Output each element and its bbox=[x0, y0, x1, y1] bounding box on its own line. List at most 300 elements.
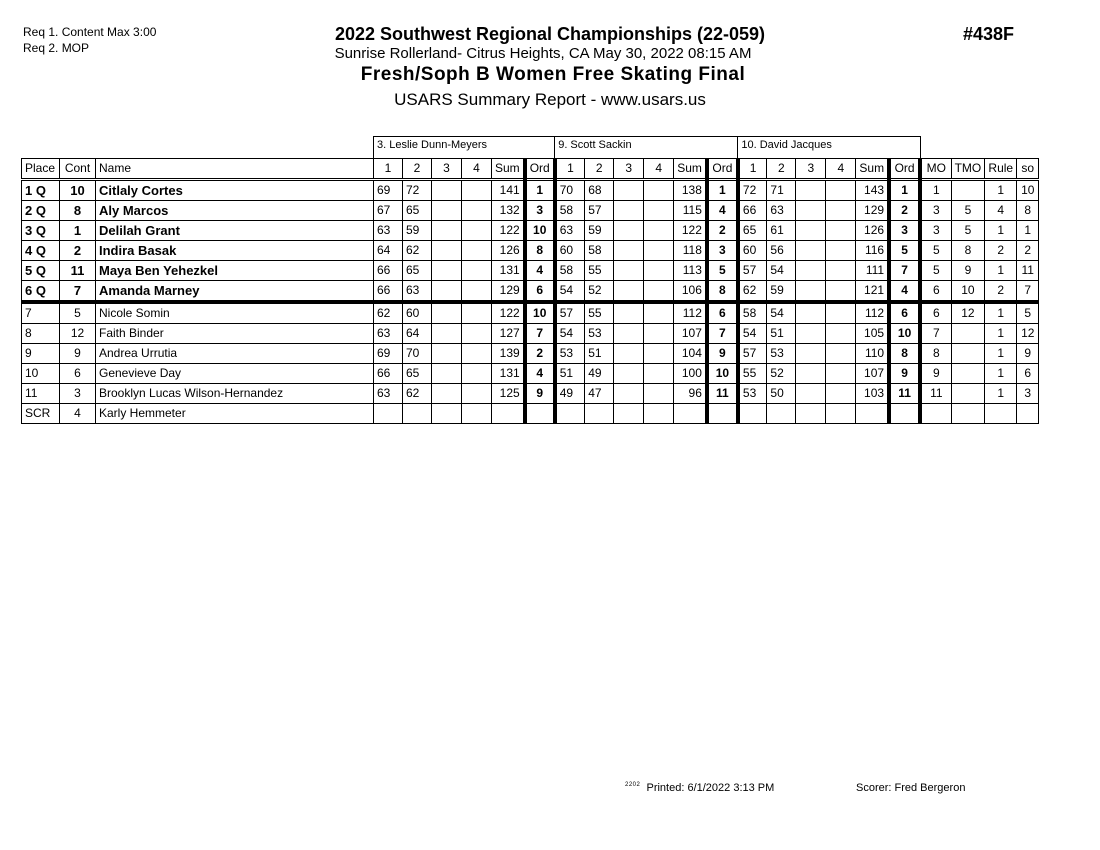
judge-3-score-2-cell bbox=[767, 404, 796, 424]
judge-2-score-3-cell bbox=[614, 344, 644, 364]
judge-2-sum-cell: 112 bbox=[674, 302, 707, 324]
judge-3-ordinal-cell bbox=[889, 404, 920, 424]
mo-cell: 5 bbox=[920, 261, 951, 281]
judge-2-score-3-cell bbox=[614, 221, 644, 241]
judge-2-score-1-cell: 57 bbox=[555, 302, 585, 324]
judge-1-sum-cell: 122 bbox=[492, 302, 525, 324]
so-cell: 2 bbox=[1017, 241, 1039, 261]
judge-3-score-4-cell bbox=[826, 261, 856, 281]
col-j2-score1: 1 bbox=[555, 159, 585, 180]
skater-name-cell: Maya Ben Yehezkel bbox=[96, 261, 374, 281]
judge-1-sum-cell: 139 bbox=[492, 344, 525, 364]
event-number: #438F bbox=[963, 24, 1015, 44]
judge-2-score-2-cell: 68 bbox=[585, 180, 614, 201]
judge-3-sum-cell: 143 bbox=[856, 180, 889, 201]
judge-3-score-4-cell bbox=[826, 180, 856, 201]
judge-1-score-1-cell bbox=[374, 404, 403, 424]
printed-timestamp bbox=[625, 782, 774, 794]
judge-2-score-4-cell bbox=[644, 201, 674, 221]
scorer-name: Scorer: Fred Bergeron bbox=[856, 782, 966, 794]
report-line: USARS Summary Report - www.usars.us bbox=[394, 90, 706, 109]
judge-2-score-4-cell bbox=[644, 221, 674, 241]
judge-1-score-4-cell bbox=[462, 324, 492, 344]
results-table bbox=[21, 136, 1039, 424]
judge-3-ordinal-cell: 10 bbox=[889, 324, 920, 344]
judge-2-ordinal-cell: 8 bbox=[707, 281, 738, 303]
rule-cell: 1 bbox=[985, 324, 1017, 344]
judge-2-score-4-cell bbox=[644, 344, 674, 364]
table-row bbox=[22, 404, 1039, 424]
judge-3-score-4-cell bbox=[826, 241, 856, 261]
judge-3-score-2-cell: 71 bbox=[767, 180, 796, 201]
judge-2-score-1-cell: 53 bbox=[555, 344, 585, 364]
table-row bbox=[22, 302, 1039, 324]
judge-3-sum-cell: 105 bbox=[856, 324, 889, 344]
judge-1-score-3-cell bbox=[432, 180, 462, 201]
judge-1-score-2-cell: 65 bbox=[403, 364, 432, 384]
judge-1-sum-cell: 131 bbox=[492, 261, 525, 281]
judge-3-score-1-cell bbox=[738, 404, 767, 424]
judge-3-score-4-cell bbox=[826, 324, 856, 344]
skater-name-cell: Andrea Urrutia bbox=[96, 344, 374, 364]
judge-1-score-1-cell: 66 bbox=[374, 281, 403, 303]
judge-3-ordinal-cell: 7 bbox=[889, 261, 920, 281]
judge-3-sum-cell: 112 bbox=[856, 302, 889, 324]
judge-3-score-1-cell: 62 bbox=[738, 281, 767, 303]
judge-2-score-4-cell bbox=[644, 324, 674, 344]
judge-3-sum-cell: 121 bbox=[856, 281, 889, 303]
judge-1-score-3-cell bbox=[432, 404, 462, 424]
col-j2-score4: 4 bbox=[644, 159, 674, 180]
judge-1-score-4-cell bbox=[462, 344, 492, 364]
judge-3-ordinal-cell: 9 bbox=[889, 364, 920, 384]
judge-1-score-2-cell: 64 bbox=[403, 324, 432, 344]
so-cell: 8 bbox=[1017, 201, 1039, 221]
judge-3-score-3-cell bbox=[796, 180, 826, 201]
judge-1-name: 3. Leslie Dunn-Meyers bbox=[374, 137, 555, 159]
skater-name-cell: Faith Binder bbox=[96, 324, 374, 344]
judge-1-ordinal-cell: 4 bbox=[525, 364, 555, 384]
report-code: 2202 bbox=[625, 782, 641, 788]
contestant-number-cell: 12 bbox=[60, 324, 96, 344]
judge-1-score-2-cell: 62 bbox=[403, 384, 432, 404]
judge-1-score-1-cell: 64 bbox=[374, 241, 403, 261]
judge-1-score-2-cell: 65 bbox=[403, 201, 432, 221]
judge-1-score-2-cell bbox=[403, 404, 432, 424]
mo-cell: 3 bbox=[920, 221, 951, 241]
judge-1-score-2-cell: 70 bbox=[403, 344, 432, 364]
judge-3-score-1-cell: 72 bbox=[738, 180, 767, 201]
judge-2-ordinal-cell: 10 bbox=[707, 364, 738, 384]
judge-3-score-3-cell bbox=[796, 201, 826, 221]
judge-2-score-3-cell bbox=[614, 384, 644, 404]
mo-cell: 6 bbox=[920, 281, 951, 303]
judge-2-score-1-cell: 58 bbox=[555, 201, 585, 221]
judge-3-score-4-cell bbox=[826, 404, 856, 424]
col-j3-score1: 1 bbox=[738, 159, 767, 180]
judge-3-sum-cell: 116 bbox=[856, 241, 889, 261]
judge-1-ordinal-cell: 9 bbox=[525, 384, 555, 404]
judge-1-ordinal-cell: 10 bbox=[525, 302, 555, 324]
so-cell: 1 bbox=[1017, 221, 1039, 241]
judge-3-score-2-cell: 50 bbox=[767, 384, 796, 404]
judge-3-score-4-cell bbox=[826, 384, 856, 404]
judge-2-score-3-cell bbox=[614, 364, 644, 384]
tmo-cell: 10 bbox=[951, 281, 985, 303]
judge-3-ordinal-cell: 1 bbox=[889, 180, 920, 201]
judge-2-sum-cell: 113 bbox=[674, 261, 707, 281]
judge-2-score-4-cell bbox=[644, 384, 674, 404]
judge-2-ordinal-cell: 5 bbox=[707, 261, 738, 281]
table-row bbox=[22, 241, 1039, 261]
judge-3-sum-cell: 111 bbox=[856, 261, 889, 281]
col-place: Place bbox=[22, 159, 60, 180]
judge-3-score-2-cell: 61 bbox=[767, 221, 796, 241]
tmo-cell: 5 bbox=[951, 201, 985, 221]
so-cell: 11 bbox=[1017, 261, 1039, 281]
judge-2-ordinal-cell: 9 bbox=[707, 344, 738, 364]
skater-name-cell: Karly Hemmeter bbox=[96, 404, 374, 424]
judge-2-score-1-cell: 70 bbox=[555, 180, 585, 201]
requirement-2: Req 2. MOP bbox=[23, 41, 90, 55]
contestant-number-cell: 7 bbox=[60, 281, 96, 303]
judge-1-score-4-cell bbox=[462, 281, 492, 303]
judge-3-score-4-cell bbox=[826, 281, 856, 303]
col-j1-score4: 4 bbox=[462, 159, 492, 180]
rule-cell: 1 bbox=[985, 384, 1017, 404]
venue-date-line: Sunrise Rollerland- Citrus Heights, CA May 30, 2022 08:15 AM bbox=[334, 45, 752, 62]
mo-cell: 5 bbox=[920, 241, 951, 261]
contestant-number-cell: 1 bbox=[60, 221, 96, 241]
judge-1-ordinal-cell: 6 bbox=[525, 281, 555, 303]
tmo-cell: 12 bbox=[951, 302, 985, 324]
judge-1-score-2-cell: 65 bbox=[403, 261, 432, 281]
requirement-1: Req 1. Content Max 3:00 bbox=[23, 25, 157, 39]
so-cell: 9 bbox=[1017, 344, 1039, 364]
table-row bbox=[22, 180, 1039, 201]
judge-1-ordinal-cell: 2 bbox=[525, 344, 555, 364]
judge-1-sum-cell: 129 bbox=[492, 281, 525, 303]
judge-1-score-1-cell: 63 bbox=[374, 221, 403, 241]
judge-1-score-3-cell bbox=[432, 364, 462, 384]
judge-2-sum-cell: 107 bbox=[674, 324, 707, 344]
contestant-number-cell: 11 bbox=[60, 261, 96, 281]
so-cell: 12 bbox=[1017, 324, 1039, 344]
col-cont: Cont bbox=[60, 159, 96, 180]
col-so: so bbox=[1017, 159, 1039, 180]
table-row bbox=[22, 281, 1039, 303]
judge-2-name: 9. Scott Sackin bbox=[555, 137, 738, 159]
judge-2-sum-cell: 100 bbox=[674, 364, 707, 384]
judge-3-name: 10. David Jacques bbox=[738, 137, 920, 159]
judge-2-score-1-cell: 51 bbox=[555, 364, 585, 384]
rule-cell: 4 bbox=[985, 201, 1017, 221]
contestant-number-cell: 3 bbox=[60, 384, 96, 404]
judge-2-score-3-cell bbox=[614, 404, 644, 424]
contestant-number-cell: 2 bbox=[60, 241, 96, 261]
judge-2-sum-cell: 104 bbox=[674, 344, 707, 364]
mo-cell: 8 bbox=[920, 344, 951, 364]
table-row bbox=[22, 201, 1039, 221]
judge-1-score-3-cell bbox=[432, 261, 462, 281]
judge-3-ordinal-cell: 3 bbox=[889, 221, 920, 241]
table-row bbox=[22, 384, 1039, 404]
judge-2-score-4-cell bbox=[644, 364, 674, 384]
judge-3-score-1-cell: 57 bbox=[738, 261, 767, 281]
judge-1-sum-cell: 127 bbox=[492, 324, 525, 344]
judges-row bbox=[22, 137, 1039, 159]
judge-2-sum-cell: 96 bbox=[674, 384, 707, 404]
judge-1-score-2-cell: 62 bbox=[403, 241, 432, 261]
judge-1-sum-cell: 126 bbox=[492, 241, 525, 261]
judge-3-score-1-cell: 65 bbox=[738, 221, 767, 241]
judges-spacer bbox=[22, 137, 374, 159]
mo-cell: 11 bbox=[920, 384, 951, 404]
judge-3-score-1-cell: 60 bbox=[738, 241, 767, 261]
rule-cell: 2 bbox=[985, 281, 1017, 303]
contestant-number-cell: 8 bbox=[60, 201, 96, 221]
col-j3-score3: 3 bbox=[796, 159, 826, 180]
tmo-cell bbox=[951, 404, 985, 424]
judge-2-score-2-cell: 49 bbox=[585, 364, 614, 384]
judge-3-score-4-cell bbox=[826, 221, 856, 241]
judge-2-score-3-cell bbox=[614, 281, 644, 303]
judge-3-score-4-cell bbox=[826, 364, 856, 384]
judge-1-score-3-cell bbox=[432, 302, 462, 324]
mo-cell: 1 bbox=[920, 180, 951, 201]
judge-1-score-4-cell bbox=[462, 302, 492, 324]
judge-3-sum-cell: 107 bbox=[856, 364, 889, 384]
contestant-number-cell: 6 bbox=[60, 364, 96, 384]
rule-cell: 1 bbox=[985, 344, 1017, 364]
judge-3-score-1-cell: 53 bbox=[738, 384, 767, 404]
judge-1-score-3-cell bbox=[432, 384, 462, 404]
judge-3-score-2-cell: 51 bbox=[767, 324, 796, 344]
judge-1-score-1-cell: 63 bbox=[374, 384, 403, 404]
skater-name-cell: Nicole Somin bbox=[96, 302, 374, 324]
judge-3-score-3-cell bbox=[796, 384, 826, 404]
col-name: Name bbox=[96, 159, 374, 180]
judge-1-score-3-cell bbox=[432, 201, 462, 221]
col-j2-score3: 3 bbox=[614, 159, 644, 180]
judge-3-score-1-cell: 55 bbox=[738, 364, 767, 384]
judge-3-sum-cell: 126 bbox=[856, 221, 889, 241]
judge-1-ordinal-cell: 4 bbox=[525, 261, 555, 281]
judge-2-score-4-cell bbox=[644, 261, 674, 281]
rule-cell: 1 bbox=[985, 221, 1017, 241]
judge-2-sum-cell: 118 bbox=[674, 241, 707, 261]
judge-3-score-3-cell bbox=[796, 364, 826, 384]
judge-2-score-3-cell bbox=[614, 180, 644, 201]
judge-3-sum-cell: 110 bbox=[856, 344, 889, 364]
table-row bbox=[22, 221, 1039, 241]
rule-cell: 1 bbox=[985, 364, 1017, 384]
judge-2-ordinal-cell: 11 bbox=[707, 384, 738, 404]
judge-1-score-4-cell bbox=[462, 221, 492, 241]
judge-1-sum-cell bbox=[492, 404, 525, 424]
judge-1-score-1-cell: 67 bbox=[374, 201, 403, 221]
judge-3-ordinal-cell: 6 bbox=[889, 302, 920, 324]
so-cell: 3 bbox=[1017, 384, 1039, 404]
col-j3-score2: 2 bbox=[767, 159, 796, 180]
judge-3-sum-cell: 103 bbox=[856, 384, 889, 404]
judge-1-score-3-cell bbox=[432, 344, 462, 364]
judge-3-ordinal-cell: 2 bbox=[889, 201, 920, 221]
competition-title: 2022 Southwest Regional Championships (22-059) bbox=[334, 24, 766, 44]
judge-2-score-4-cell bbox=[644, 180, 674, 201]
judge-3-score-2-cell: 53 bbox=[767, 344, 796, 364]
judge-1-score-2-cell: 63 bbox=[403, 281, 432, 303]
judge-2-score-2-cell bbox=[585, 404, 614, 424]
column-header-row bbox=[22, 159, 1039, 180]
judge-2-score-1-cell: 60 bbox=[555, 241, 585, 261]
judge-1-score-4-cell bbox=[462, 201, 492, 221]
judge-1-score-4-cell bbox=[462, 364, 492, 384]
table-row bbox=[22, 324, 1039, 344]
judge-3-score-3-cell bbox=[796, 324, 826, 344]
place-cell: 7 bbox=[22, 302, 60, 324]
skater-name-cell: Genevieve Day bbox=[96, 364, 374, 384]
judge-2-score-2-cell: 55 bbox=[585, 261, 614, 281]
judge-1-score-4-cell bbox=[462, 241, 492, 261]
skater-name-cell: Delilah Grant bbox=[96, 221, 374, 241]
judge-1-sum-cell: 141 bbox=[492, 180, 525, 201]
place-cell: 9 bbox=[22, 344, 60, 364]
judge-3-sum-cell: 129 bbox=[856, 201, 889, 221]
judge-2-score-2-cell: 52 bbox=[585, 281, 614, 303]
judge-2-ordinal-cell: 4 bbox=[707, 201, 738, 221]
judge-1-ordinal-cell: 1 bbox=[525, 180, 555, 201]
judge-1-score-2-cell: 72 bbox=[403, 180, 432, 201]
judge-2-score-1-cell: 63 bbox=[555, 221, 585, 241]
judge-1-score-1-cell: 63 bbox=[374, 324, 403, 344]
rule-cell: 1 bbox=[985, 180, 1017, 201]
col-j3-ord: Ord bbox=[889, 159, 920, 180]
judge-1-score-4-cell bbox=[462, 180, 492, 201]
judge-2-score-3-cell bbox=[614, 241, 644, 261]
rule-cell bbox=[985, 404, 1017, 424]
judge-2-sum-cell: 122 bbox=[674, 221, 707, 241]
judge-3-score-3-cell bbox=[796, 404, 826, 424]
judge-2-score-2-cell: 59 bbox=[585, 221, 614, 241]
judge-2-score-1-cell: 54 bbox=[555, 324, 585, 344]
judge-3-score-2-cell: 52 bbox=[767, 364, 796, 384]
judge-1-ordinal-cell bbox=[525, 404, 555, 424]
judge-2-sum-cell: 106 bbox=[674, 281, 707, 303]
judge-1-ordinal-cell: 10 bbox=[525, 221, 555, 241]
place-cell: SCR bbox=[22, 404, 60, 424]
judge-3-sum-cell bbox=[856, 404, 889, 424]
judge-1-score-4-cell bbox=[462, 261, 492, 281]
place-cell: 11 bbox=[22, 384, 60, 404]
judge-2-ordinal-cell: 6 bbox=[707, 302, 738, 324]
judge-1-sum-cell: 132 bbox=[492, 201, 525, 221]
skater-name-cell: Amanda Marney bbox=[96, 281, 374, 303]
judge-3-score-4-cell bbox=[826, 201, 856, 221]
judge-2-score-4-cell bbox=[644, 302, 674, 324]
judge-2-score-3-cell bbox=[614, 302, 644, 324]
judge-1-ordinal-cell: 3 bbox=[525, 201, 555, 221]
judge-2-score-1-cell: 54 bbox=[555, 281, 585, 303]
judge-3-score-1-cell: 54 bbox=[738, 324, 767, 344]
judge-2-score-2-cell: 58 bbox=[585, 241, 614, 261]
tmo-cell: 8 bbox=[951, 241, 985, 261]
tmo-cell: 9 bbox=[951, 261, 985, 281]
tmo-cell bbox=[951, 364, 985, 384]
col-tmo: TMO bbox=[951, 159, 985, 180]
judge-2-score-2-cell: 53 bbox=[585, 324, 614, 344]
judge-2-ordinal-cell: 7 bbox=[707, 324, 738, 344]
judge-1-score-3-cell bbox=[432, 281, 462, 303]
tmo-cell bbox=[951, 324, 985, 344]
col-j2-score2: 2 bbox=[585, 159, 614, 180]
judge-3-score-3-cell bbox=[796, 241, 826, 261]
judge-1-sum-cell: 122 bbox=[492, 221, 525, 241]
judges-spacer-right bbox=[920, 137, 1039, 159]
tmo-cell: 5 bbox=[951, 221, 985, 241]
so-cell: 10 bbox=[1017, 180, 1039, 201]
judge-3-score-2-cell: 56 bbox=[767, 241, 796, 261]
judge-1-score-2-cell: 59 bbox=[403, 221, 432, 241]
judge-3-score-3-cell bbox=[796, 221, 826, 241]
judge-1-ordinal-cell: 7 bbox=[525, 324, 555, 344]
judge-3-score-3-cell bbox=[796, 344, 826, 364]
place-cell: 4 Q bbox=[22, 241, 60, 261]
judge-3-ordinal-cell: 8 bbox=[889, 344, 920, 364]
col-j1-score1: 1 bbox=[374, 159, 403, 180]
col-mo: MO bbox=[920, 159, 951, 180]
judge-1-score-1-cell: 66 bbox=[374, 364, 403, 384]
judge-2-score-3-cell bbox=[614, 201, 644, 221]
col-j2-sum: Sum bbox=[674, 159, 707, 180]
judge-3-score-4-cell bbox=[826, 302, 856, 324]
mo-cell bbox=[920, 404, 951, 424]
place-cell: 5 Q bbox=[22, 261, 60, 281]
judge-3-score-2-cell: 59 bbox=[767, 281, 796, 303]
judge-2-score-2-cell: 55 bbox=[585, 302, 614, 324]
place-cell: 1 Q bbox=[22, 180, 60, 201]
judge-1-score-1-cell: 62 bbox=[374, 302, 403, 324]
col-j2-ord: Ord bbox=[707, 159, 738, 180]
judge-1-score-3-cell bbox=[432, 241, 462, 261]
judge-2-score-2-cell: 47 bbox=[585, 384, 614, 404]
tmo-cell bbox=[951, 180, 985, 201]
judge-3-score-3-cell bbox=[796, 261, 826, 281]
judge-3-score-1-cell: 58 bbox=[738, 302, 767, 324]
skater-name-cell: Indira Basak bbox=[96, 241, 374, 261]
col-j3-sum: Sum bbox=[856, 159, 889, 180]
so-cell: 7 bbox=[1017, 281, 1039, 303]
col-j1-sum: Sum bbox=[492, 159, 525, 180]
mo-cell: 3 bbox=[920, 201, 951, 221]
judge-2-sum-cell: 115 bbox=[674, 201, 707, 221]
judge-2-sum-cell: 138 bbox=[674, 180, 707, 201]
judge-2-score-1-cell: 58 bbox=[555, 261, 585, 281]
rule-cell: 2 bbox=[985, 241, 1017, 261]
judge-1-score-1-cell: 69 bbox=[374, 344, 403, 364]
judge-1-score-3-cell bbox=[432, 324, 462, 344]
place-cell: 2 Q bbox=[22, 201, 60, 221]
judge-3-score-2-cell: 63 bbox=[767, 201, 796, 221]
judge-2-score-1-cell bbox=[555, 404, 585, 424]
judge-3-score-1-cell: 57 bbox=[738, 344, 767, 364]
judge-3-score-1-cell: 66 bbox=[738, 201, 767, 221]
mo-cell: 9 bbox=[920, 364, 951, 384]
so-cell: 6 bbox=[1017, 364, 1039, 384]
judge-2-sum-cell bbox=[674, 404, 707, 424]
judge-3-score-4-cell bbox=[826, 344, 856, 364]
rule-cell: 1 bbox=[985, 261, 1017, 281]
